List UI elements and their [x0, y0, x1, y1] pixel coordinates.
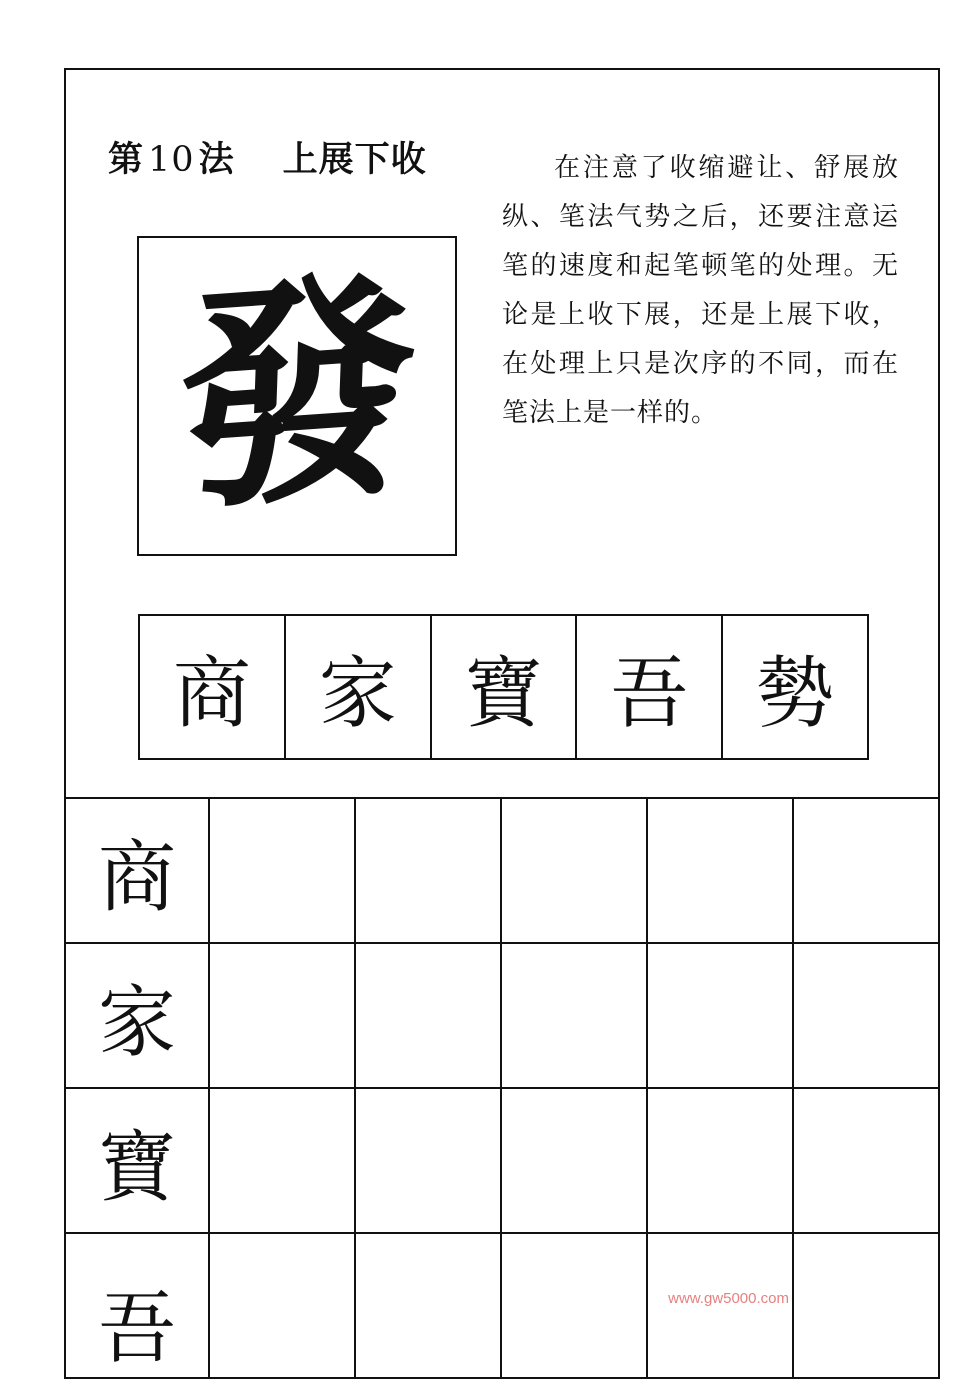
practice-cell[interactable]: [794, 799, 940, 942]
example-char: 發: [173, 247, 421, 544]
practice-row: [64, 944, 940, 1089]
lesson-description: 在注意了收缩避让、舒展放纵、笔法气势之后，还要注意运笔的速度和起笔顿笔的处理。无论是上收下展，还是上展下收，在处理上只是次序的不同，而在笔法上是一样的。: [502, 153, 899, 428]
lesson-title: [108, 132, 427, 182]
practice-row: [64, 1234, 940, 1379]
watermark: www.gw5000.com: [668, 1290, 789, 1307]
practice-cell[interactable]: [210, 1089, 356, 1232]
practice-cell[interactable]: [794, 944, 940, 1087]
practice-grid: [64, 797, 940, 1379]
practice-cell[interactable]: [794, 1089, 940, 1232]
lesson-suffix: 法: [198, 140, 235, 180]
sample-char: 勢: [756, 649, 835, 739]
practice-cell[interactable]: [356, 1089, 502, 1232]
sample-char: 家: [286, 616, 432, 758]
sample-char: 商: [140, 616, 286, 758]
example-char-box: [137, 236, 457, 556]
practice-cell[interactable]: [210, 1234, 356, 1377]
practice-cell[interactable]: [502, 799, 648, 942]
sample-char: 吾: [577, 616, 723, 758]
sample-char: 寶: [432, 616, 578, 758]
practice-model-char: 吾: [64, 1234, 210, 1377]
lesson-number: 10: [148, 140, 195, 180]
practice-cell[interactable]: [356, 1234, 502, 1377]
practice-row: [64, 799, 940, 944]
practice-cell[interactable]: [794, 1234, 940, 1377]
practice-cell[interactable]: [210, 944, 356, 1087]
practice-cell[interactable]: [648, 799, 794, 942]
practice-cell[interactable]: [502, 1089, 648, 1232]
practice-cell[interactable]: [502, 1234, 648, 1377]
practice-cell[interactable]: [648, 1089, 794, 1232]
practice-cell[interactable]: [502, 944, 648, 1087]
practice-model-char: 家: [64, 944, 210, 1087]
practice-cell[interactable]: [356, 799, 502, 942]
practice-cell[interactable]: [210, 799, 356, 942]
practice-model-char: 寶: [64, 1089, 210, 1232]
practice-cell[interactable]: [648, 944, 794, 1087]
lesson-name: 上展下收: [282, 140, 427, 180]
practice-model-char: 商: [64, 799, 210, 942]
practice-cell[interactable]: [356, 944, 502, 1087]
sample-char-row: [138, 614, 869, 760]
lesson-prefix: 第: [108, 140, 145, 180]
practice-row: [64, 1089, 940, 1234]
